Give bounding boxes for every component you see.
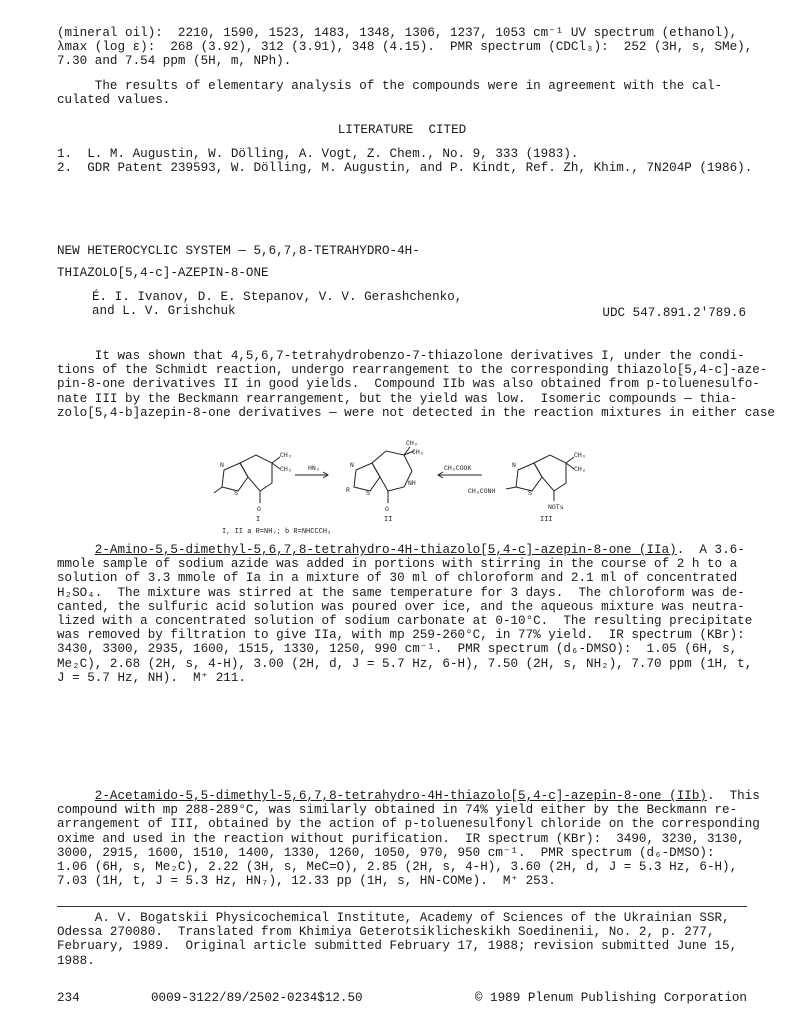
methyl-label: CH₃	[406, 440, 418, 447]
title-line: THIAZOLO[5,4-c]-AZEPIN-8-ONE	[57, 266, 269, 280]
atom-label-o: O	[385, 506, 389, 513]
atom-label-n: N	[350, 462, 354, 469]
reagent-hn3: HN₃	[308, 465, 320, 472]
authors-line: É. I. Ivanov, D. E. Stepanov, V. V. Gerashchenko,	[92, 290, 463, 304]
azepinone-ring-II	[372, 451, 412, 491]
reference-item: 1. L. M. Augustin, W. Dölling, A. Vogt, Z. Chem., No. 9, 333 (1983).	[57, 147, 579, 162]
text-line: compound with mp 288-289°C, was similarly obtained in 74% yield either by the Beckmann re-	[57, 803, 738, 818]
atom-label-o: O	[257, 506, 261, 513]
text-line: 7.30 and 7.54 ppm (5H, m, NPh).	[57, 54, 292, 69]
text-line: tions of the Schmidt reaction, undergo rearrangement to the corresponding thiazolo[5,4-c]-aze-	[57, 363, 768, 378]
text-line: pin-8-one derivatives II in good yields. Compound IIb was also obtained from p-toluenesulfo-	[57, 377, 760, 392]
intro-paragraph	[57, 349, 775, 420]
methyl-label: CH₃	[574, 466, 586, 473]
text-line: H₂SO₄. The mixture was stirred at the same temperature for 3 days. The chloroform was de-	[57, 585, 745, 600]
text-line: 7.03 (1H, t, J = 5.3 Hz, HN₇), 12.33 pp (1H, s, HN-COMe). M⁺ 253.	[57, 874, 556, 889]
compound-IIa-paragraph	[57, 543, 753, 685]
methyl-label: CH₃	[574, 452, 586, 459]
text-line: February, 1989. Original article submitted February 17, 1988; revision submitted June 15,	[57, 939, 738, 954]
text-line: λmax (log ε): 268 (3.92), 312 (3.91), 348 (4.15). PMR spectrum (CDCl₃): 252 (3H, s, SMe),	[57, 40, 753, 55]
text-line: 3000, 2915, 1600, 1510, 1400, 1330, 1260, 1050, 970, 950 cm⁻¹. PMR spectrum (d₆-DMSO):	[57, 845, 715, 860]
authors-block	[92, 290, 746, 318]
atom-label-s: S	[528, 490, 532, 497]
text-line: was removed by filtration to give IIa, with mp 259-260°C, in 77% yield. IR spectrum (KBr):	[57, 628, 745, 643]
text-line: mmole sample of sodium azide was added in portions with stirring in the course of 2 h to a	[57, 557, 738, 572]
text-line: culated values.	[57, 92, 171, 107]
text-line: Me₂C), 2.68 (2H, s, 4-H), 3.00 (2H, d, J = 5.7 Hz, 6-H), 7.50 (2H, s, NH₂), 7.70 ppm (1H, t,	[57, 656, 753, 671]
text-line: 1988.	[57, 953, 95, 968]
reference-item: 2. GDR Patent 239593, W. Dölling, M. Augustin, and P. Kindt, Ref. Zh, Khim., 7N204P (1986).	[57, 161, 753, 176]
literature-heading: LITERATURE CITED	[337, 122, 467, 137]
copyright: © 1989 Plenum Publishing Corporation	[474, 991, 747, 1005]
compound-label-II: II	[384, 516, 393, 524]
atom-label-nh: NH	[408, 480, 416, 487]
text-line: 2-Amino-5,5-dimethyl-5,6,7,8-tetrahydro-4H-thiazolo[5,4-c]-azepin-8-one (IIa). A 3.6-	[94, 543, 745, 557]
methyl-label: CH₃	[280, 466, 292, 473]
atom-label-n: N	[512, 462, 516, 469]
methyl-label: CH₃	[412, 449, 424, 456]
footnote-divider	[57, 906, 747, 907]
article-title	[57, 240, 420, 284]
thiazole-ring-III	[516, 463, 542, 491]
cyclohexane-ring-III	[534, 455, 566, 491]
text-line: A. V. Bogatskii Physicochemical Institute, Academy of Sciences of the Ukrainian SSR,	[57, 911, 730, 925]
text-line: Odessa 270080. Translated from Khimiya Geterotsiklicheskikh Soedinenii, No. 2, p. 277,	[57, 925, 715, 940]
thiazole-ring-II	[354, 463, 380, 491]
atom-label-n: N	[220, 462, 224, 469]
acetamido-label: CH₃CONH	[468, 488, 496, 495]
cyclohexanone-ring-I	[240, 455, 272, 491]
udc-code: UDC 547.891.2'789.6	[602, 306, 746, 320]
text-line: lized with a concentrated solution of sodium carbonate at 0-10°C. The resulting precipitate	[57, 613, 753, 628]
title-line: NEW HETEROCYCLIC SYSTEM — 5,6,7,8-TETRAHYDRO-4H-	[57, 244, 420, 258]
r-group-caption: I, II a R=NH₂; b R=NHCCCH₃	[222, 528, 332, 536]
page-number: 234	[57, 991, 80, 1005]
authors-line: and L. V. Grishchuk	[92, 304, 236, 319]
text-line: canted, the sulfuric acid solution was poured over ice, and the aqueous mixture was neutra-	[57, 599, 745, 614]
text-line: solution of 3.3 mmole of Ia in a mixture of 30 ml of chloroform and 2.1 ml of concentrated	[57, 571, 738, 586]
top-section	[57, 26, 753, 176]
text-line: The results of elementary analysis of the compounds were in agreement with the cal-	[57, 78, 723, 93]
text-line: It was shown that 4,5,6,7-tetrahydrobenzo-7-thiazolone derivatives I, under the condi-	[57, 349, 745, 363]
compound-heading: 2-Amino-5,5-dimethyl-5,6,7,8-tetrahydro-4H-thiazolo[5,4-c]-azepin-8-one (IIa)	[94, 543, 677, 557]
text-line: 2-Acetamido-5,5-dimethyl-5,6,7,8-tetrahydro-4H-thiazolo[5,4-c]-azepin-8-one (IIb). This	[94, 789, 760, 803]
compound-IIb-paragraph	[57, 789, 760, 889]
reaction-scheme	[200, 437, 620, 537]
compound-heading: 2-Acetamido-5,5-dimethyl-5,6,7,8-tetrahydro-4H-thiazolo[5,4-c]-azepin-8-one (IIb)	[94, 789, 707, 803]
r-group-label: R	[346, 487, 350, 494]
text-line: arrangement of III, obtained by the action of p-toluenesulfonyl chloride on the corresponding	[57, 817, 760, 832]
notos-label: NOTs	[548, 504, 564, 511]
reagent-ch3cook: CH₃COOK	[444, 465, 472, 472]
thiazole-ring-I	[222, 463, 248, 491]
compound-label-I: I	[256, 516, 261, 524]
text-line: zolo[5,4-b]azepin-8-one derivatives — were not detected in the reaction mixtures in either case	[57, 405, 775, 420]
atom-label-s: S	[234, 490, 238, 497]
text-line: J = 5.7 Hz, NH). M⁺ 211.	[57, 670, 246, 685]
methyl-label: CH₃	[280, 452, 292, 459]
atom-label-s: S	[366, 490, 370, 497]
compound-label-III: III	[540, 516, 553, 524]
text-line: 1.06 (6H, s, Me₂C), 2.22 (3H, s, MeC=O), 2.85 (2H, s, 4-H), 3.60 (2H, d, J = 5.3 Hz, 6-H),	[57, 859, 738, 874]
article-code: 0009-3122/89/2502-0234$12.50	[151, 991, 363, 1005]
footnote	[57, 911, 747, 968]
text-line: (mineral oil): 2210, 1590, 1523, 1483, 1348, 1306, 1237, 1053 cm⁻¹ UV spectrum (ethanol),	[57, 26, 738, 40]
text-line: oxime and used in the reaction without purification. IR spectrum (KBr): 3490, 3230, 3130,	[57, 831, 745, 846]
text-line: 3430, 3300, 2935, 1600, 1515, 1330, 1250, 990 cm⁻¹. PMR spectrum (d₆-DMSO): 1.05 (6H, s,	[57, 642, 738, 657]
text-line: nate III by the Beckmann rearrangement, but the yield was low. Isomeric compounds — thia-	[57, 391, 738, 406]
